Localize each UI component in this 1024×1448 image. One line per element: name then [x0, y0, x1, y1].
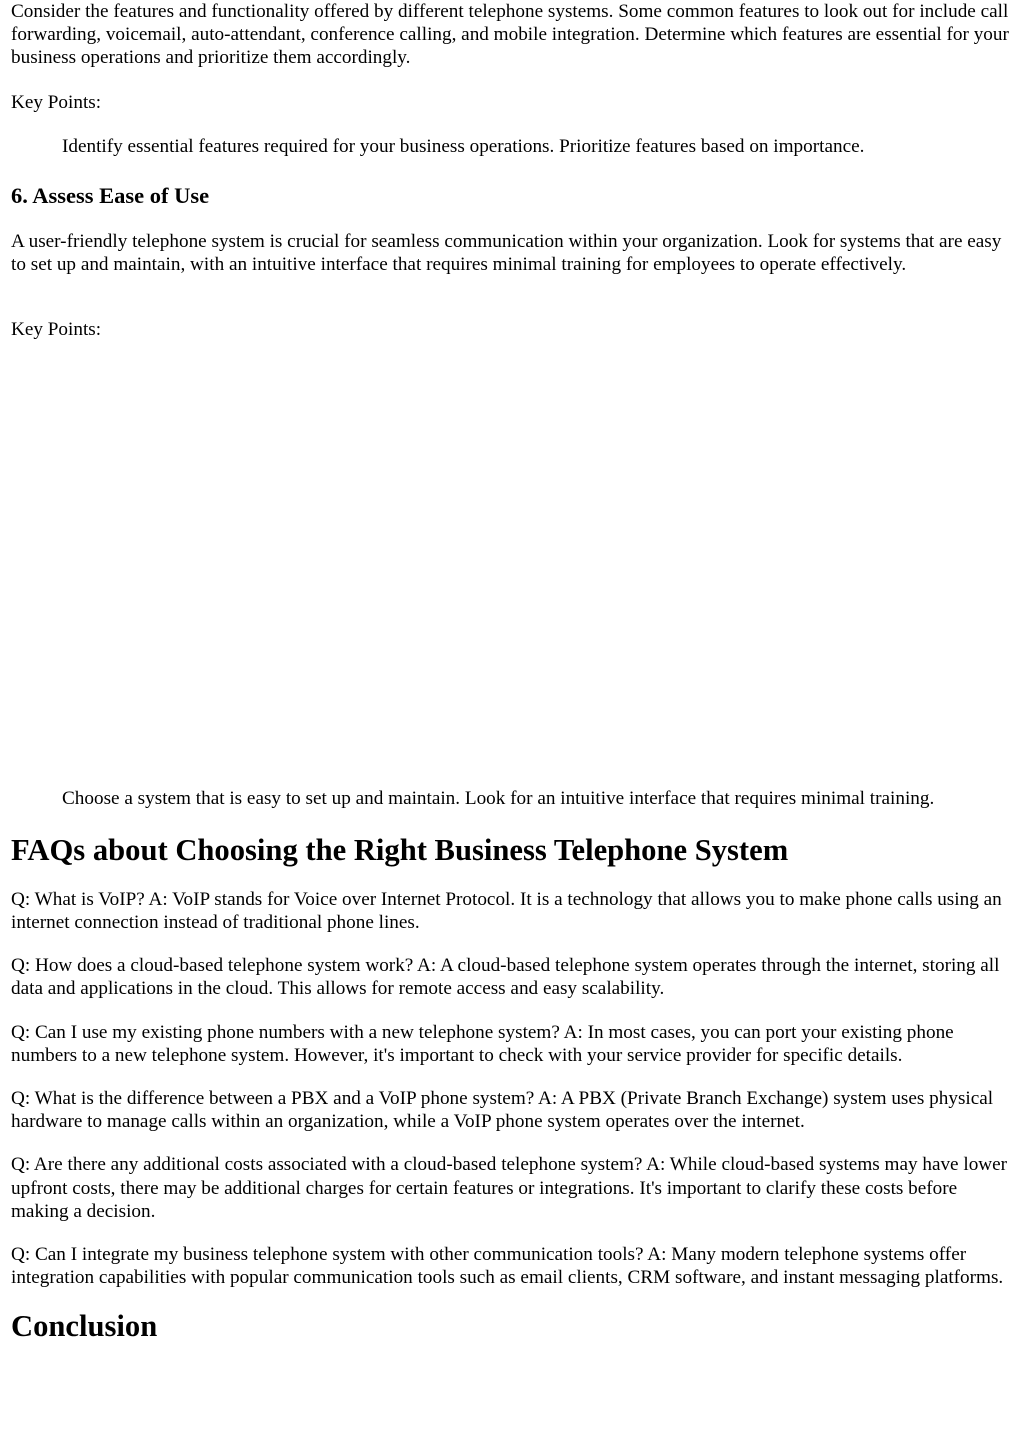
- ease-of-use-paragraph: A user-friendly telephone system is crucial for seamless communication within your organization. Look for systems that are easy to set up and maintain, with an intuitive interface that requires minimal training for employees to operate effectively.: [11, 231, 1002, 276]
- faq-item: Q: What is VoIP? A: VoIP stands for Voice over Internet Protocol. It is a technology that allows you to make phone calls using an internet connection instead of traditional phone lines.: [11, 888, 1002, 934]
- faq-item: Q: What is the difference between a PBX and a VoIP phone system? A: A PBX (Private Branch Exchange) system uses physical hardware to manage calls within an organization, while a VoIP phone system operates over the internet.: [11, 1088, 994, 1133]
- faq-item: Q: Can I integrate my business telephone system with other communication tools? A: Many modern telephone systems offer integration capabilities with popular communication tools such as email clients, CRM software, and instant messaging platforms.: [11, 1244, 1004, 1289]
- section-heading-ease-of-use: 6. Assess Ease of Use: [11, 183, 210, 209]
- key-points-text: Identify essential features required for your business operations. Prioritize features based on importance.: [62, 135, 865, 157]
- key-points-text: Choose a system that is easy to set up and maintain. Look for an intuitive interface that requires minimal training.: [62, 787, 935, 809]
- intro-paragraph: Consider the features and functionality offered by different telephone systems. Some common features to look out for include call forwarding, voicemail, auto-attendant, conference calling, and mobile integration. Determine which features are essential for your business operations and prioritize them accordingly.: [11, 1, 1009, 69]
- blank-space: [11, 342, 1011, 787]
- faq-item: Q: How does a cloud-based telephone system work? A: A cloud-based telephone system operates through the internet, storing all data and applications in the cloud. This allows for remote access and easy scalability.: [11, 955, 1000, 1000]
- document-page: [11, 0, 1011, 1343]
- key-points-label: Key Points:: [11, 319, 102, 341]
- conclusion-heading: Conclusion: [11, 1309, 158, 1344]
- key-points-label: Key Points:: [11, 91, 102, 113]
- faq-item: Q: Can I use my existing phone numbers with a new telephone system? A: In most cases, you can port your existing phone numbers to a new telephone system. However, it's important to check with your service provider for specific details.: [11, 1021, 954, 1066]
- faq-heading: FAQs about Choosing the Right Business Telephone System: [11, 832, 789, 867]
- faq-item: Q: Are there any additional costs associated with a cloud-based telephone system? A: While cloud-based systems may have lower upfront costs, there may be additional charges for certain features or integrations. It's important to clarify these costs before making a decision.: [11, 1154, 1008, 1222]
